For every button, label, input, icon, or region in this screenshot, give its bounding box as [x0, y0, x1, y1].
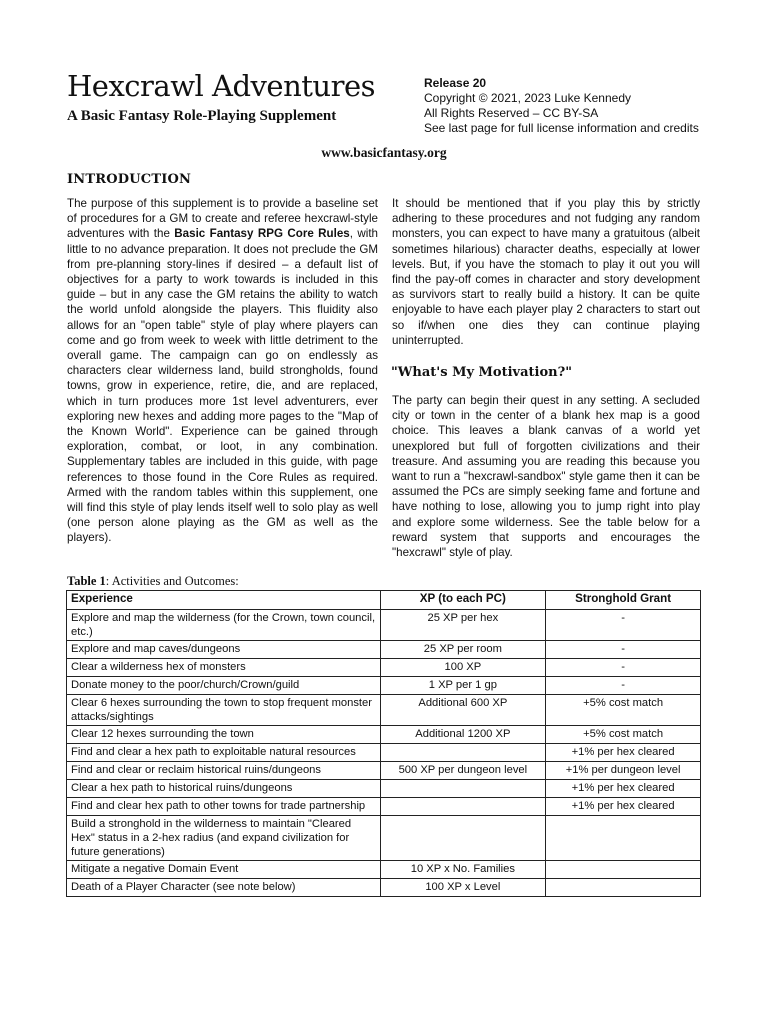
xp-cell	[380, 744, 546, 762]
xp-cell: 1 XP per 1 gp	[380, 677, 546, 695]
xp-cell	[380, 780, 546, 798]
xp-cell: 25 XP per hex	[380, 610, 546, 641]
stronghold-grant-cell: +5% cost match	[546, 726, 701, 744]
rights-line: All Rights Reserved – CC BY-SA	[424, 106, 599, 120]
xp-cell: Additional 600 XP	[380, 695, 546, 726]
introduction-heading: INTRODUCTION	[67, 172, 192, 187]
table-row	[67, 879, 701, 897]
stronghold-grant-cell	[546, 879, 701, 897]
release-info	[424, 76, 699, 136]
xp-cell: 25 XP per room	[380, 641, 546, 659]
column-header-stronghold-grant: Stronghold Grant	[546, 591, 701, 610]
table-row	[67, 816, 701, 861]
experience-cell: Build a stronghold in the wilderness to maintain "Cleared Hex" status in a 2-hex radius (and expand civilization for future generations)	[67, 816, 381, 861]
stronghold-grant-cell: +1% per hex cleared	[546, 744, 701, 762]
table-caption-label: Table 1	[67, 574, 106, 588]
motivation-paragraph: The party can begin their quest in any setting. A secluded city or town in the center of a blank hex map is a good choice. This leaves a blank canvas of a world yet unexplored but full of forgotten civilizations and their treasure. And assuming you are reading this because you want to run a "hexcrawl-sandbox" style game then it can be assumed the PCs are simply seeking fame and fortune and have nothing to lose, allowing you to jump right into play and explore some wilderness. See the table below for a reward system that supports and encourages the "hexcrawl" style of play.	[392, 394, 700, 560]
experience-cell: Clear 6 hexes surrounding the town to stop frequent monster attacks/sightings	[67, 695, 381, 726]
stronghold-grant-cell: -	[546, 659, 701, 677]
introduction-paragraph-2: It should be mentioned that if you play this by strictly adhering to these procedures and not fudging any random monsters, you can expect to have many a gratuitous (albeit sometimes hilarious) character deaths, especially at lower levels. But, if you have the stomach to play it out you will find the pay-off comes in character and story development as survivors start to really build a history. It can be quite enjoyable to have each player play 2 characters to start out so if/when one dies they can continue playing uninterrupted.	[392, 197, 700, 347]
table-row	[67, 780, 701, 798]
copyright-line: Copyright © 2021, 2023 Luke Kennedy	[424, 91, 631, 105]
license-note: See last page for full license information and credits	[424, 121, 699, 135]
table-caption	[67, 574, 239, 589]
table-row	[67, 610, 701, 641]
table-row	[67, 861, 701, 879]
xp-cell: 10 XP x No. Families	[380, 861, 546, 879]
introduction-paragraph	[67, 196, 378, 546]
table-header-row	[67, 591, 701, 610]
table-caption-text: : Activities and Outcomes:	[105, 574, 239, 588]
stronghold-grant-cell	[546, 861, 701, 879]
experience-cell: Find and clear a hex path to exploitable natural resources	[67, 744, 381, 762]
table-row	[67, 744, 701, 762]
experience-cell: Death of a Player Character (see note below)	[67, 879, 381, 897]
stronghold-grant-cell	[546, 816, 701, 861]
experience-cell: Clear a hex path to historical ruins/dungeons	[67, 780, 381, 798]
stronghold-grant-cell: -	[546, 677, 701, 695]
stronghold-grant-cell: +1% per hex cleared	[546, 798, 701, 816]
website-link[interactable]: www.basicfantasy.org	[321, 145, 447, 160]
table-row	[67, 695, 701, 726]
activities-outcomes-table	[66, 590, 701, 897]
experience-cell: Find and clear or reclaim historical ruins/dungeons	[67, 762, 381, 780]
intro-text-part-2: , with little to no advance preparation. It does not preclude the GM from pre-planning story-lines if desired – a default list of objectives for a party to work towards is included in this guide – but in any case the GM retains the ability to watch the world unfold alongside the players. This fluidity also allows for an "open table" style of play where players can come and go from week to week with little detriment to the overall game. The campaign can go on endlessly as characters clear wilderness land, build strongholds, found towns, grow in experience, retire, die, and are replaced, which in turn produces more 1st level adventurers, ever exploring new hexes and adding more pages to the "Map of the Known World". Experience can be gained through exploration, combat, or loot, in any combination. Supplementary tables are included in this guide, with page references to those found in the Core Rules as required. Armed with the random tables within this supplement, one will find this style of play lends itself well to solo play as well (one person alone playing as the GM as well as the players).	[67, 227, 379, 545]
column-header-experience: Experience	[67, 591, 381, 610]
stronghold-grant-cell: -	[546, 610, 701, 641]
table-row	[67, 762, 701, 780]
experience-cell: Mitigate a negative Domain Event	[67, 861, 381, 879]
xp-cell: Additional 1200 XP	[380, 726, 546, 744]
column-header-xp: XP (to each PC)	[380, 591, 546, 610]
document-subtitle: A Basic Fantasy Role-Playing Supplement	[67, 108, 337, 124]
experience-cell: Find and clear hex path to other towns for trade partnership	[67, 798, 381, 816]
xp-cell	[380, 816, 546, 861]
release-number: Release 20	[424, 76, 487, 90]
xp-cell: 100 XP	[380, 659, 546, 677]
stronghold-grant-cell: +5% cost match	[546, 695, 701, 726]
experience-cell: Explore and map caves/dungeons	[67, 641, 381, 659]
experience-cell: Explore and map the wilderness (for the Crown, town council, etc.)	[67, 610, 381, 641]
experience-cell: Clear 12 hexes surrounding the town	[67, 726, 381, 744]
table-row	[67, 677, 701, 695]
xp-cell: 100 XP x Level	[380, 879, 546, 897]
experience-cell: Donate money to the poor/church/Crown/guild	[67, 677, 381, 695]
intro-core-rules-bold: Basic Fantasy RPG Core Rules	[174, 227, 350, 241]
intro-text-part-1: The purpose of this supplement is to provide a baseline set of procedures for a GM to create and referee hexcrawl-style adventures with the	[67, 197, 378, 241]
table-row	[67, 726, 701, 744]
xp-cell	[380, 798, 546, 816]
stronghold-grant-cell: +1% per hex cleared	[546, 780, 701, 798]
motivation-heading: "What's My Motivation?"	[391, 365, 572, 380]
document-title: Hexcrawl Adventures	[67, 69, 375, 103]
experience-cell: Clear a wilderness hex of monsters	[67, 659, 381, 677]
stronghold-grant-cell: -	[546, 641, 701, 659]
table-row	[67, 641, 701, 659]
table-row	[67, 659, 701, 677]
stronghold-grant-cell: +1% per dungeon level	[546, 762, 701, 780]
table-row	[67, 798, 701, 816]
xp-cell: 500 XP per dungeon level	[380, 762, 546, 780]
